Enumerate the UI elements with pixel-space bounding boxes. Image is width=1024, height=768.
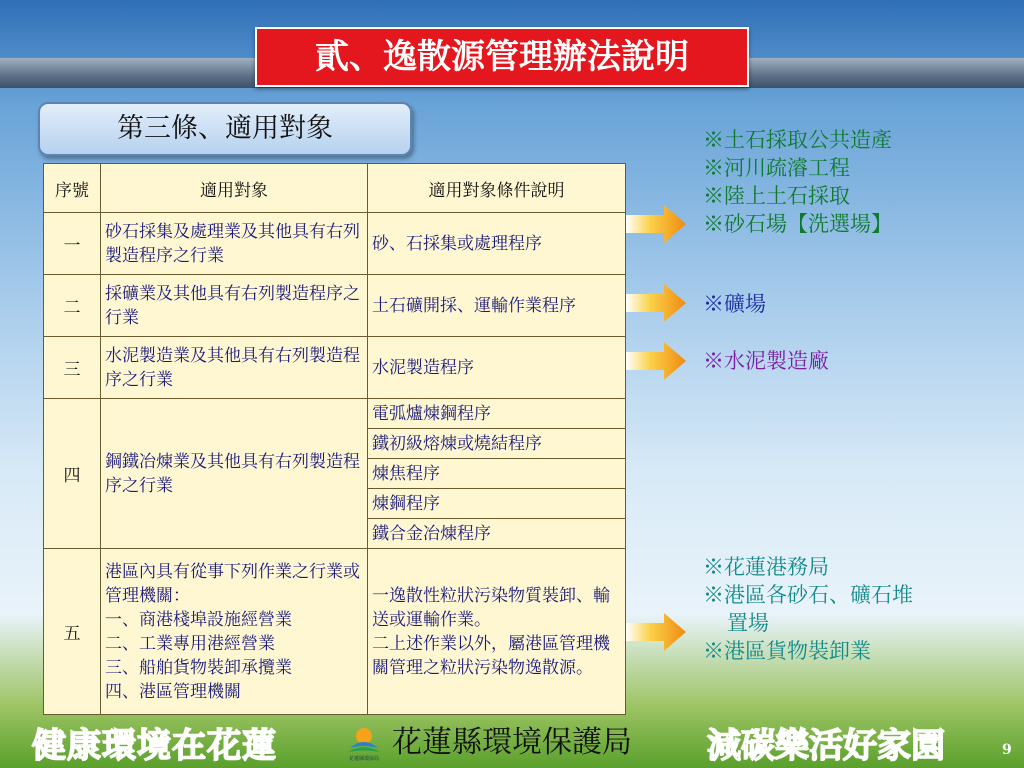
row-target: 水泥製造業及其他具有右列製造程序之行業 xyxy=(101,337,368,399)
row-condition: 煉鋼程序 xyxy=(368,489,626,519)
header-conditions: 適用對象條件說明 xyxy=(368,164,626,213)
notes-group-sand-gravel xyxy=(703,126,892,238)
row-condition-list xyxy=(368,549,626,715)
footer-organization-name: 花蓮縣環境保護局 xyxy=(392,725,632,760)
row-condition: 水泥製造程序 xyxy=(368,337,626,399)
note-item: ※陸上土石採取 xyxy=(703,184,850,208)
section-subtitle: 第三條、適用對象 xyxy=(38,102,412,156)
target-line: 港區內具有從事下列作業之行業或管理機關： xyxy=(105,561,360,606)
slogan-part: 在花蓮 xyxy=(172,726,277,766)
row-number: 二 xyxy=(44,275,101,337)
footer-slogan-right xyxy=(707,718,945,767)
note-item: ※水泥製造廠 xyxy=(703,349,829,373)
row-target: 採礦業及其他具有右列製造程序之行業 xyxy=(101,275,368,337)
row-condition: 鐵初級熔煉或燒結程序 xyxy=(368,429,626,459)
right-arrow-icon xyxy=(626,613,686,651)
row-target-list xyxy=(101,549,368,715)
target-line: 三、船舶貨物裝卸承攬業 xyxy=(105,657,292,678)
row-number: 五 xyxy=(44,549,101,715)
header-target: 適用對象 xyxy=(101,164,368,213)
row-condition: 土石礦開採、運輸作業程序 xyxy=(368,275,626,337)
note-item: ※河川疏濬工程 xyxy=(703,156,850,180)
note-item: ※砂石場【洗選場】 xyxy=(703,212,892,236)
header-number: 序號 xyxy=(44,164,101,213)
row-target: 鋼鐵冶煉業及其他具有右列製造程序之行業 xyxy=(101,399,368,549)
row-number: 一 xyxy=(44,213,101,275)
epb-emblem-logo xyxy=(344,722,384,762)
notes-group-mine xyxy=(703,290,766,318)
applicable-targets-table xyxy=(43,163,626,715)
notes-group-cement xyxy=(703,347,829,375)
note-item: ※港區各砂石、礦石堆 xyxy=(703,583,913,607)
slogan-part: 好家園 xyxy=(843,726,945,766)
note-item: ※港區貨物裝卸業 xyxy=(703,639,871,663)
table-header-row xyxy=(44,164,626,213)
row-condition: 鐵合金冶煉程序 xyxy=(368,519,626,549)
row-number: 三 xyxy=(44,337,101,399)
condition-line: 一逸散性粒狀污染物質裝卸、輸送或運輸作業。 xyxy=(372,585,610,630)
condition-line: 二上述作業以外，屬港區管理機關管理之粒狀污染物逸散源。 xyxy=(372,633,610,678)
right-arrow-icon xyxy=(626,205,686,243)
row-target: 砂石採集及處理業及其他具有右列製造程序之行業 xyxy=(101,213,368,275)
table-row xyxy=(44,275,626,337)
note-item: ※花蓮港務局 xyxy=(703,555,829,579)
table-row xyxy=(44,337,626,399)
row-condition: 砂、石採集或處理程序 xyxy=(368,213,626,275)
row-condition: 煉焦程序 xyxy=(368,459,626,489)
slogan-part: 減碳 xyxy=(707,726,775,766)
slogan-part: 健康 xyxy=(32,726,102,766)
slogan-part: 樂活 xyxy=(775,726,843,766)
note-item-continuation: 置場 xyxy=(727,611,769,635)
target-line: 一、商港棧埠設施經營業 xyxy=(105,609,292,630)
emblem-text: 花蓮縣環保局 xyxy=(348,756,380,762)
note-item: ※土石採取公共造產 xyxy=(703,128,892,152)
slogan-part: 環境 xyxy=(102,726,172,766)
table-row xyxy=(44,549,626,715)
target-line: 四、港區管理機關 xyxy=(105,681,241,702)
page-number: 9 xyxy=(1002,742,1012,758)
footer-slogan-left xyxy=(32,718,277,767)
row-condition: 電弧爐煉鋼程序 xyxy=(368,399,626,429)
table-row xyxy=(44,399,626,429)
note-item: ※礦場 xyxy=(703,292,766,316)
table-row xyxy=(44,213,626,275)
row-number: 四 xyxy=(44,399,101,549)
target-line: 二、工業專用港經營業 xyxy=(105,633,275,654)
notes-group-harbor xyxy=(703,553,1003,665)
right-arrow-icon xyxy=(626,284,686,322)
slide-title: 貳、逸散源管理辦法說明 xyxy=(255,27,749,87)
right-arrow-icon xyxy=(626,342,686,380)
